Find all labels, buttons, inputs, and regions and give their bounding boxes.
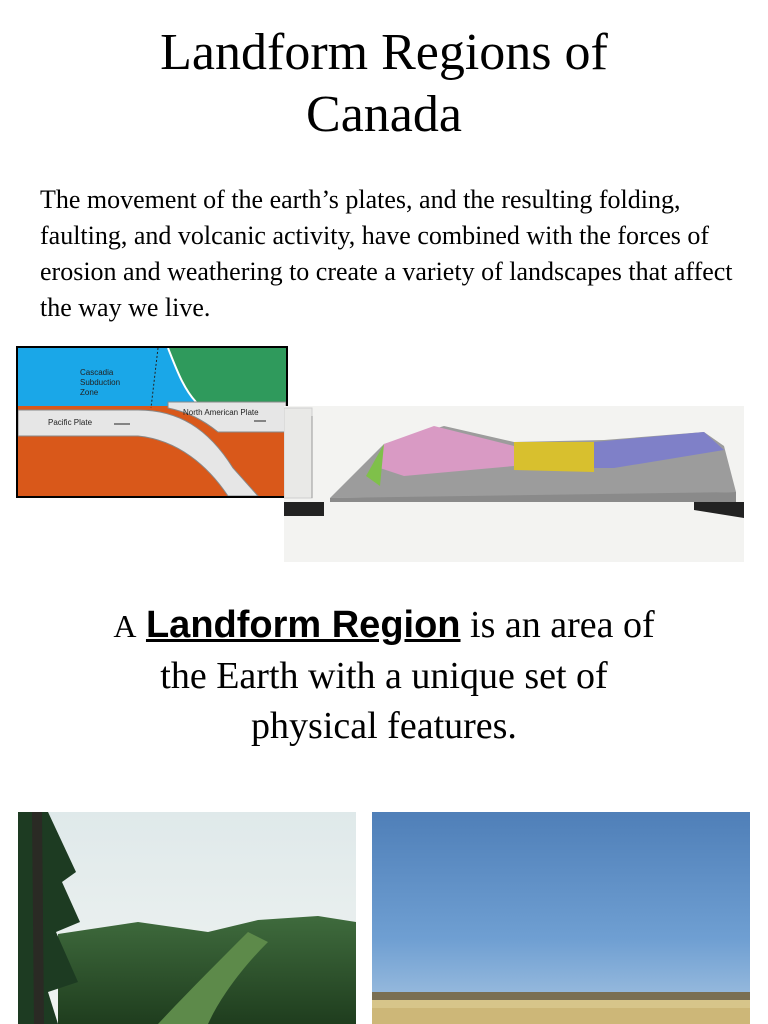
title-line-1: Landform Regions of bbox=[160, 24, 608, 81]
definition-line-3: physical features. bbox=[251, 705, 517, 747]
north-american-plate-label: North American Plate bbox=[183, 408, 259, 417]
zone-label-3: Zone bbox=[80, 388, 99, 397]
definition-term: Landform Region bbox=[145, 604, 461, 646]
zone-label-2: Subduction bbox=[80, 378, 121, 387]
intro-paragraph: The movement of the earth’s plates, and the resulting folding, faulting, and volcanic activity, have combined with the forces of erosion and weathering to create a variety of landscapes that affect the way we live. bbox=[40, 185, 733, 322]
prairie-plain-image bbox=[372, 812, 750, 1024]
definition-line-2: the Earth with a unique set of bbox=[160, 655, 608, 697]
page-title bbox=[0, 22, 768, 146]
relief-model-image bbox=[284, 406, 744, 562]
definition-line-1 bbox=[60, 600, 708, 651]
definition-rest-1: is an area of bbox=[460, 604, 655, 646]
definition-text bbox=[60, 600, 708, 751]
subduction-diagram bbox=[16, 346, 288, 498]
zone-label-1: Cascadia bbox=[80, 368, 114, 377]
pacific-plate-label: Pacific Plate bbox=[48, 418, 93, 427]
definition-prefix: A bbox=[113, 608, 137, 644]
forested-hills-image bbox=[18, 812, 356, 1024]
title-line-2: Canada bbox=[306, 86, 462, 143]
